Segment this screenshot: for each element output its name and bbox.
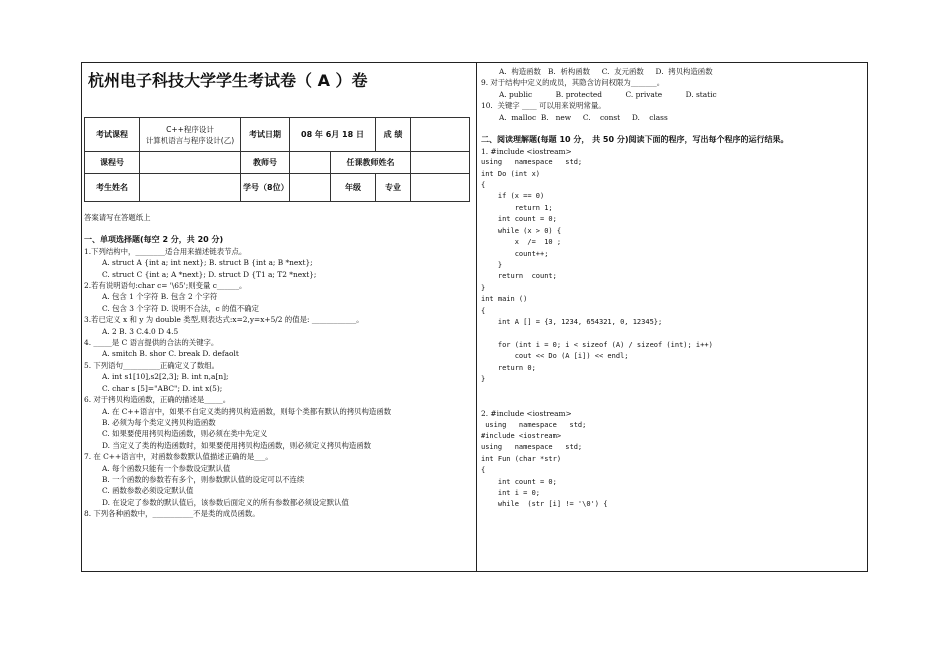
right-question-line: }	[481, 283, 486, 292]
course-label: 考试课程	[85, 118, 140, 152]
left-question-line: D. 在设定了参数的默认值后，该参数后面定义的所有参数都必须设定默认值	[102, 497, 349, 507]
left-question-line: A. 每个函数只能有一个参数设定默认值	[102, 463, 231, 473]
course-no-label: 课程号	[85, 152, 140, 174]
spacer	[84, 223, 472, 234]
left-question-line: 6. 对于拷贝构造函数，正确的描述是_____。	[84, 395, 231, 405]
left-question-line: A. struct A {int a; int next}; B. struct B {int a; B *next};	[102, 258, 313, 268]
right-question-line: int A [] = {3, 1234, 654321, 0, 12345};	[481, 317, 663, 326]
right-question-line: }	[481, 260, 503, 269]
right-question-line: 10. 关键字 ____ 可以用来说明常量。	[481, 101, 606, 111]
left-question-line: 一、单项选择题(每空 2 分，共 20 分)	[84, 235, 224, 245]
right-question-line: {	[481, 306, 486, 315]
right-question-line: return count;	[481, 272, 557, 281]
right-question-line: x /= 10 ;	[481, 238, 562, 247]
right-question-line: int Do (int x)	[481, 169, 541, 178]
score-label: 成 绩	[376, 118, 411, 152]
course-value	[140, 118, 241, 152]
left-question-line: 1.下列结构中，________适合用来描述链表节点。	[84, 246, 247, 256]
right-question-line	[481, 123, 864, 134]
course-value-line-2: 计算机语言与程序设计(乙)	[145, 135, 235, 145]
teacher-no-cell[interactable]	[290, 152, 331, 174]
major-cell[interactable]	[411, 174, 470, 202]
left-question-line: A. 2 B. 3 C.4.0 D 4.5	[102, 326, 179, 336]
left-question-line: 3.若已定义 x 和 y 为 double 类型,则表达式:x=2,y=x+5/2 的值是: ____________。	[84, 315, 364, 325]
teacher-name-label: 任课教师姓名	[331, 152, 411, 174]
exam-info-table	[84, 117, 470, 202]
left-question-line: 5. 下列语句__________正确定义了数组。	[84, 360, 220, 370]
right-question-line: #include <iostream>	[481, 432, 562, 440]
exam-title: 杭州电子科技大学学生考试卷（ A ）卷	[88, 71, 368, 90]
student-name-label: 考生姓名	[85, 174, 140, 202]
right-question-line: int count = 0;	[481, 477, 557, 486]
right-question-line	[481, 328, 864, 339]
column-divider	[476, 62, 477, 572]
left-question-line: A. int s1[10],s2[2,3]; B. int n,a[n];	[102, 372, 229, 382]
date-label: 考试日期	[241, 118, 290, 152]
left-question-line: D. 当定义了类的构造函数时，如果要使用拷贝构造函数，则必须定义拷贝构造函数	[102, 440, 372, 450]
right-question-line	[481, 397, 864, 408]
right-question-line: 二、阅读理解题(每题 10 分， 共 50 分)阅读下面的程序，写出每个程序的运行结果。	[481, 135, 789, 145]
course-no-cell[interactable]	[140, 152, 241, 174]
right-question-line: using namespace std;	[481, 443, 583, 452]
date-value: 08 年 6月 18 日	[290, 118, 376, 152]
right-question-line: using namespace std;	[481, 420, 587, 429]
right-question-line: for (int i = 0; i < sizeof (A) / sizeof (int); i++)	[481, 340, 713, 349]
grade-label: 年级	[331, 174, 376, 202]
student-no-label: 学号（8位）	[241, 174, 290, 202]
right-question-line: A. public B. protected C. private D. static	[499, 89, 717, 99]
left-question-line: A. 在 C++语言中，如果不自定义类的拷贝构造函数，则每个类都有默认的拷贝构造函数	[102, 406, 392, 416]
left-question-line: A. 包含 1 个字符 B. 包含 2 个字符	[102, 292, 218, 302]
right-question-line: if (x == 0)	[481, 192, 545, 201]
right-question-line: A. malloc B. new C. const D. class	[499, 112, 668, 122]
left-question-line: C. 函数参数必须设定默认值	[102, 486, 194, 496]
left-question-line: C. struct C {int a; A *next}; D. struct D {T1 a; T2 *next};	[102, 269, 317, 279]
student-name-cell[interactable]	[140, 174, 241, 202]
left-question-line: 7. 在 C++语言中，对函数参数默认值描述正确的是___。	[84, 452, 273, 462]
right-questions	[481, 66, 864, 511]
right-question-line: int main ()	[481, 295, 528, 304]
left-question-line: A. smitch B. shor C. break D. defaolt	[102, 349, 239, 359]
score-cell[interactable]	[411, 118, 470, 152]
right-question-line: A. 构造函数 B. 析构函数 C. 友元函数 D. 拷贝构造函数	[499, 67, 713, 76]
left-question-line: B. 一个函数的参数若有多个，则参数默认值的设定可以不连续	[102, 474, 305, 484]
left-question-line: C. 包含 3 个字符 D. 说明不合法，c 的值不确定	[102, 303, 259, 313]
right-question-line: return 0;	[481, 363, 536, 372]
left-column	[84, 62, 472, 570]
left-question-line: 8. 下列各种函数中，___________不是类的成员函数。	[84, 509, 260, 519]
answer-note: 答案请写在答题纸上	[84, 213, 151, 222]
right-question-line: using namespace std;	[481, 158, 583, 167]
course-value-line-1: C++程序设计	[166, 124, 214, 134]
right-question-line: while (x > 0) {	[481, 226, 562, 235]
left-question-line: B. 必须为每个类定义拷贝构造函数	[102, 417, 216, 427]
right-question-line: cout << Do (A [i]) << endl;	[481, 352, 629, 361]
right-question-line: 2. #include <iostream>	[481, 409, 572, 419]
major-label: 专业	[376, 174, 411, 202]
right-question-line: {	[481, 466, 486, 475]
teacher-name-cell[interactable]	[411, 152, 470, 174]
left-question-line: 2.若有说明语句:char c= '\65';则变量 c______。	[84, 281, 247, 291]
right-question-line: 9. 对于结构中定义的成员，其隐含访问权限为_______。	[481, 78, 665, 88]
left-question-line: 4. _____是 C 语言提供的合法的关键字。	[84, 338, 219, 348]
right-question-line: }	[481, 374, 486, 383]
right-question-line: return 1;	[481, 203, 553, 212]
left-question-line: C. char s [5]="ABC"; D. int x(5);	[102, 383, 223, 393]
right-question-line: int Fun (char *str)	[481, 454, 562, 463]
right-question-line: int i = 0;	[481, 489, 541, 498]
left-questions	[84, 212, 472, 520]
right-question-line: count++;	[481, 249, 549, 258]
left-question-line: C. 如果要使用拷贝构造函数，则必须在类中先定义	[102, 429, 268, 439]
teacher-no-label: 教师号	[241, 152, 290, 174]
student-no-cell[interactable]	[290, 174, 331, 202]
right-column	[481, 64, 864, 570]
right-question-line: {	[481, 181, 486, 190]
right-question-line: while (str [i] != '\0') {	[481, 500, 608, 509]
right-question-line: int count = 0;	[481, 215, 557, 224]
right-question-line: 1. #include <iostream>	[481, 146, 572, 156]
right-question-line	[481, 385, 864, 396]
